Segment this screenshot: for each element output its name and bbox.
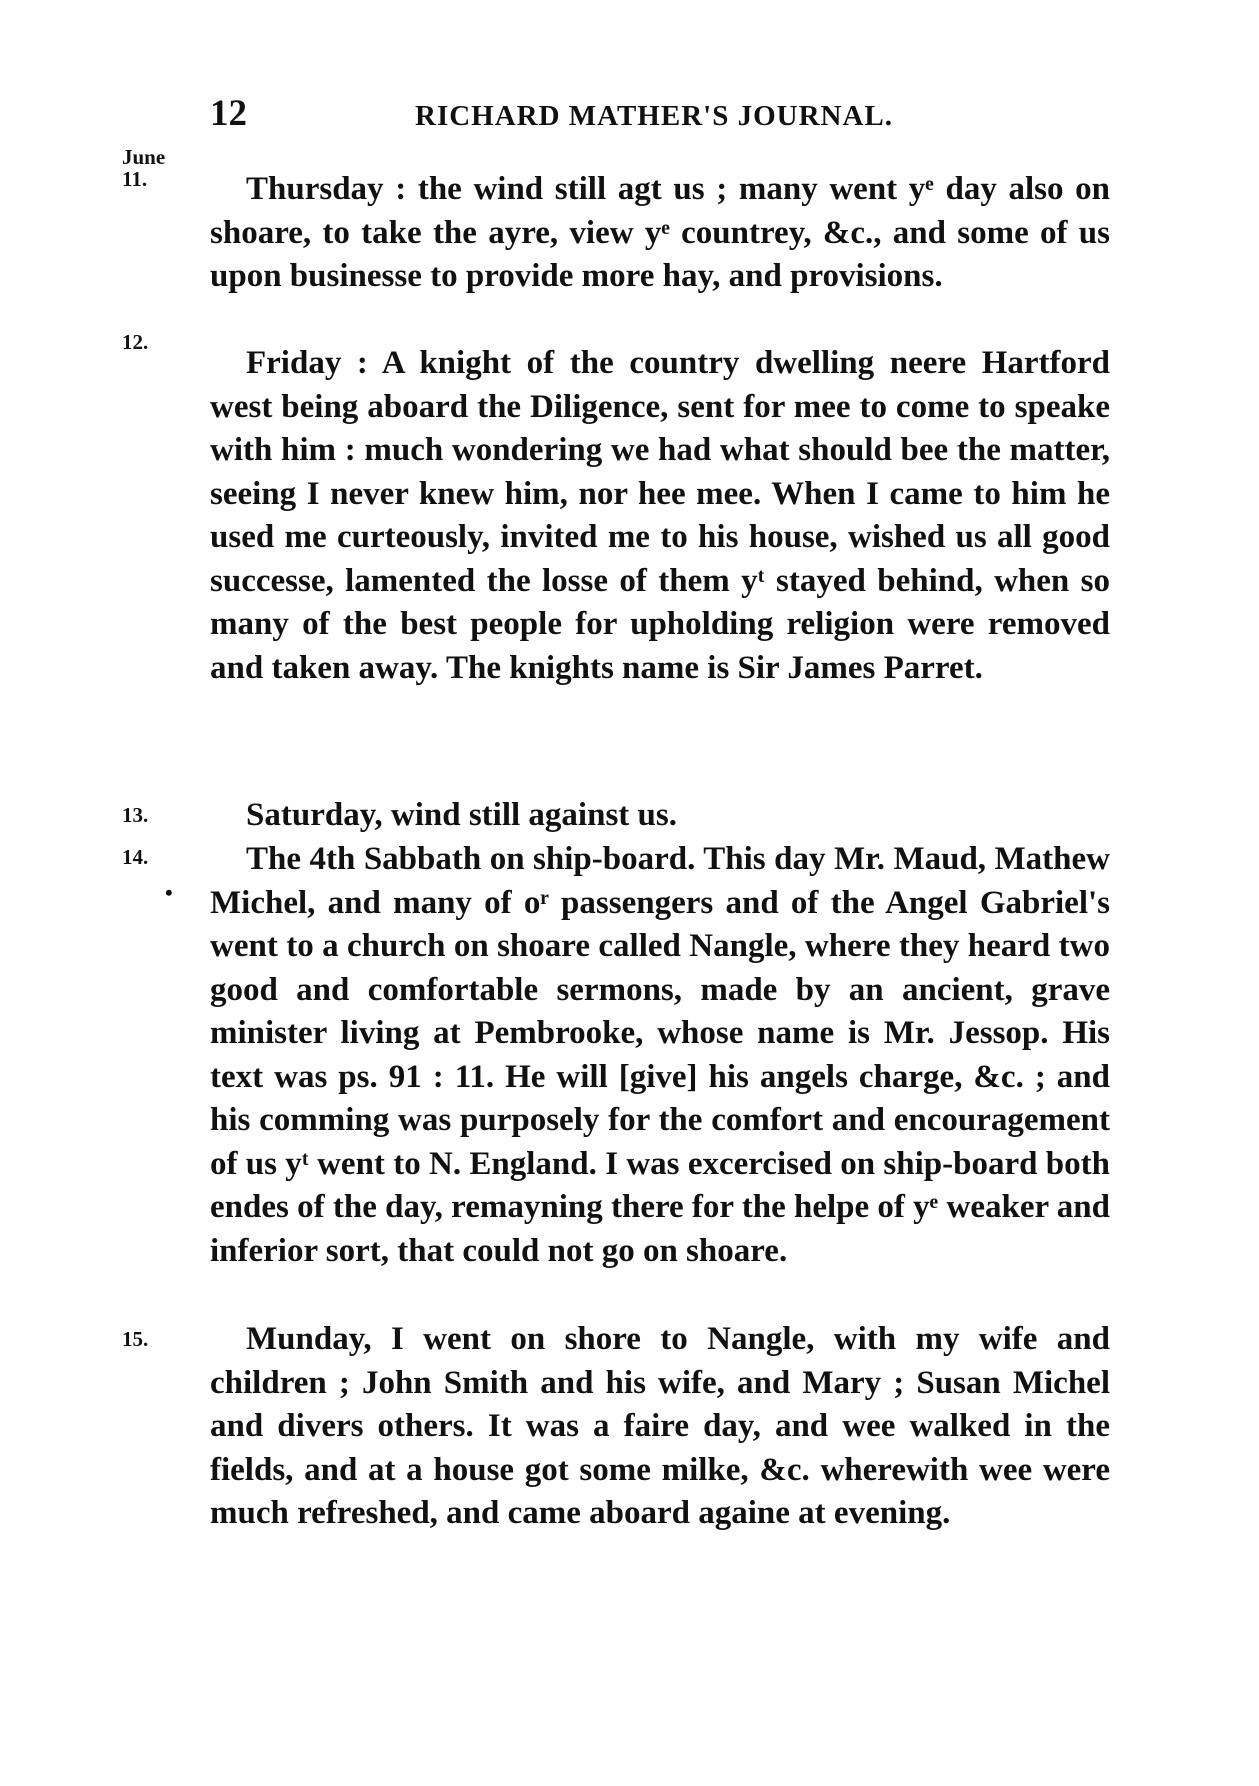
entry-text: Munday, I went on shore to Nangle, with my wife and children ; John Smith and his wife, and Mary ; Susan Michel and divers others. It was a faire day, and wee walked in the fields, and at a house got some milke, &c. wherewith wee were much refreshed, and came aboard againe at evening. — [210, 1321, 1110, 1531]
journal-entry — [210, 1318, 1110, 1536]
margin-mark: • — [165, 880, 173, 905]
journal-entry — [210, 168, 1110, 299]
journal-entry — [210, 342, 1110, 690]
running-title: RICHARD MATHER'S JOURNAL. — [415, 100, 894, 132]
entry-text: Saturday, wind still against us. — [246, 797, 677, 833]
journal-entry — [210, 794, 1110, 838]
entry-text: The 4th Sabbath on ship-board. This day Mr. Maud, Mathew Michel, and many of oʳ passengers and of the Angel Gabriel's went to a church on shoare called Nangle, where they heard two good and comfortable sermons, made by an ancient, grave minister living at Pembrooke, whose name is Mr. Jessop. His text was ps. 91 : 11. He will [give] his angels charge, &c. ; and his comming was purposely for the comfort and encouragement of us yᵗ went to N. England. I was excercised on ship-board both endes of the day, remayning there for the helpe of yᵉ weaker and inferior sort, that could not go on shoare. — [210, 841, 1110, 1269]
margin-date-14: 14. — [122, 845, 149, 869]
margin-month: June — [122, 145, 166, 169]
journal-entry — [210, 838, 1110, 1273]
margin-date-11: 11. — [122, 167, 148, 191]
entry-text: Thursday : the wind still agt us ; many went yᵉ day also on shoare, to take the ayre, view yᵉ countrey, &c., and some of us upon businesse to provide more hay, and provisions. — [210, 171, 1110, 294]
margin-date-12: 12. — [122, 330, 149, 354]
margin-date-13: 13. — [122, 803, 149, 827]
entry-text: Friday : A knight of the country dwelling neere Hartford west being aboard the Diligence, sent for mee to come to speake with him : much wondering we had what should bee the matter, seeing I never knew him, nor hee mee. When I came to him he used me curteously, invited me to his house, wished us all good successe, lamented the losse of them yᵗ stayed behind, when so many of the best people for upholding religion were removed and taken away. The knights name is Sir James Parret. — [210, 345, 1110, 686]
page-number: 12 — [210, 93, 247, 134]
margin-date-15: 15. — [122, 1327, 149, 1351]
